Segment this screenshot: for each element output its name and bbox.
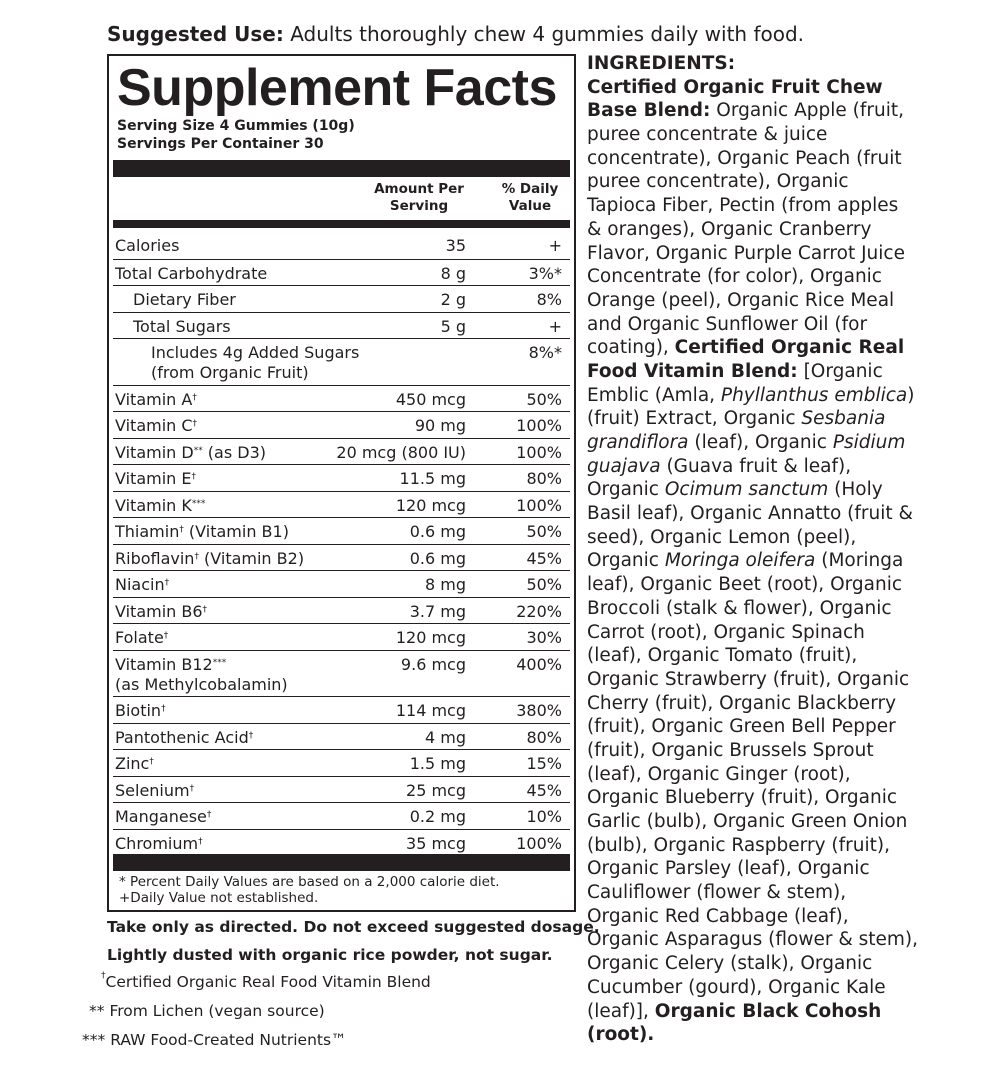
ingredients-line [587, 952, 967, 976]
ingredients-text: (leaf), Organic [688, 432, 833, 453]
ingredients-text: (leaf)], [587, 1000, 655, 1022]
nutrient-name-text: Calories [115, 236, 180, 255]
ingredients-text: Phyllanthus emblica [720, 384, 908, 406]
nutrient-amount: 4 mg [424, 728, 466, 747]
ingredients-text: Cucumber (gourd), Organic Kale [587, 976, 886, 998]
nutrient-name-text: Zinc [115, 754, 150, 773]
suggested-use-label: Suggested Use: [107, 22, 284, 46]
serving-size: Serving Size 4 Gummies (10g) [117, 118, 355, 134]
nutrient-footnote-mark: † [179, 525, 184, 535]
ingredients-line [587, 242, 967, 266]
nutrient-row [113, 491, 570, 518]
nutrient-name-suffix: (Vitamin B1) [183, 522, 289, 541]
amount-header [359, 181, 479, 215]
ingredients-heading-text: INGREDIENTS: [587, 53, 736, 74]
nutrient-row [113, 312, 570, 339]
nutrient-daily-value: 30% [526, 628, 562, 647]
ingredients-text: Organic Asparagus (flower & stem), [587, 929, 919, 951]
nutrient-amount: 114 mcg [395, 701, 466, 720]
daily-value-header-line1: % Daily [501, 181, 559, 197]
ingredients-text: Certified Organic Fruit Chew [587, 76, 883, 98]
thick-divider [113, 160, 570, 177]
nutrient-name [115, 575, 169, 595]
nutrient-footnote-mark: † [149, 757, 154, 767]
suggested-use [107, 22, 804, 46]
nutrient-row [113, 232, 570, 259]
nutrient-name [115, 754, 154, 774]
ingredients-line [587, 905, 967, 929]
nutrient-name-text: Thiamin [115, 522, 180, 541]
ingredients-line [587, 692, 967, 716]
ingredients-line [587, 786, 967, 810]
nutrient-name [115, 701, 166, 721]
ingredients-text: Organic Blueberry (fruit), Organic [587, 787, 898, 809]
ingredients-text: Organic [587, 550, 665, 572]
ingredients-text: and Organic Sunflower Oil (for [587, 313, 868, 335]
ingredients-text: ) [907, 384, 915, 406]
ingredients-line [587, 976, 967, 1000]
ingredients-text: [Organic [797, 360, 883, 382]
ingredients-line [587, 289, 967, 313]
dosage-warning: Take only as directed. Do not exceed suggested dosage. [107, 918, 600, 936]
ingredients-line [587, 170, 967, 194]
ingredients-text: Food Vitamin Blend: [587, 360, 798, 382]
ingredients-line [587, 834, 967, 858]
ingredients-line [587, 336, 967, 360]
footnote-mark: ** [89, 1002, 105, 1020]
ingredients-line [587, 644, 967, 668]
ingredients-line [587, 194, 967, 218]
nutrient-name-text: Selenium [115, 781, 190, 800]
nutrient-name-text: Pantothenic Acid [115, 728, 249, 747]
ingredients-text: Base Blend: [587, 100, 711, 122]
nutrient-amount: 1.5 mg [409, 754, 466, 773]
nutrient-footnote-mark: † [163, 631, 169, 641]
nutrient-row [113, 338, 570, 386]
facts-footnote-plus: +Daily Value not established. [119, 890, 319, 906]
nutrient-name-suffix: (as D3) [202, 443, 266, 462]
ingredients-text: Basil leaf), Organic Annatto (fruit & [587, 503, 913, 525]
nutrient-name-text: Vitamin D [115, 443, 194, 462]
ingredients-list [587, 52, 967, 1047]
nutrient-daily-value: 3%* [528, 264, 562, 283]
nutrient-footnote-mark: † [191, 472, 196, 482]
ingredients-text: Organic Celery (stalk), Organic [587, 953, 873, 975]
nutrient-name [133, 290, 236, 310]
ingredients-text: (leaf), Organic Ginger (root), [587, 763, 851, 785]
nutrient-name-text: Total Carbohydrate [115, 264, 268, 283]
ingredients-line [587, 763, 967, 787]
nutrient-name-text: Vitamin C [115, 416, 193, 435]
nutrient-row [113, 623, 570, 651]
ingredients-line [587, 928, 967, 952]
nutrient-daily-value: 80% [526, 728, 562, 747]
ingredients-text: (Holy [828, 479, 883, 501]
ingredients-text: (fruit) Extract, Organic [587, 408, 802, 430]
ingredients-line [587, 857, 967, 881]
nutrient-name [115, 807, 211, 827]
ingredients-text: Orange (peel), Organic Rice Meal [587, 289, 895, 311]
ingredients-text: Ocimum sanctum [664, 479, 829, 501]
nutrient-name [115, 236, 179, 256]
ingredients-text: (fruit), Organic Brussels Sprout [587, 739, 874, 761]
facts-footnote-dv: * Percent Daily Values are based on a 2,000 calorie diet. [119, 874, 500, 890]
nutrient-name [115, 522, 289, 542]
nutrient-row [113, 285, 570, 313]
ingredients-line [587, 881, 967, 905]
ingredients-text: seed), Organic Lemon (peel), [587, 526, 857, 548]
nutrient-name [115, 602, 207, 622]
nutrient-name-line2: (as Methylcobalamin) [115, 675, 288, 694]
ingredients-line [587, 384, 967, 408]
supplement-facts-panel [107, 54, 576, 912]
nutrient-footnote-mark: † [248, 731, 254, 741]
ingredients-text: Organic Strawberry (fruit), Organic [587, 668, 910, 690]
ingredients-text: Emblic (Amla, [587, 384, 721, 406]
ingredients-text: leaf), Organic Beet (root), Organic [587, 574, 903, 596]
nutrient-name [115, 390, 197, 410]
nutrient-name [115, 416, 197, 436]
ingredients-line [587, 810, 967, 834]
nutrient-name-text: Biotin [115, 701, 162, 720]
nutrient-row [113, 464, 570, 492]
nutrient-amount: 90 mg [414, 416, 466, 435]
nutrient-footnote-mark: † [164, 578, 170, 588]
nutrient-amount: 35 [445, 236, 466, 255]
nutrient-footnote-mark: † [192, 419, 198, 429]
nutrient-name [115, 469, 196, 489]
ingredients-text: concentrate), Organic Peach (fruit [587, 147, 902, 169]
nutrient-name [115, 549, 304, 569]
nutrient-name [115, 655, 288, 695]
nutrient-row [113, 411, 570, 439]
ingredients-line [587, 123, 967, 147]
nutrient-daily-value: + [548, 317, 562, 336]
nutrient-amount: 0.6 mg [409, 522, 466, 541]
nutrient-amount: 8 mg [424, 575, 466, 594]
medium-divider [113, 220, 570, 228]
nutrient-name [115, 781, 194, 801]
ingredients-text: Organic Red Cabbage (leaf), [587, 905, 849, 927]
ingredients-text: Moringa oleifera [664, 550, 816, 572]
ingredients-line [587, 431, 967, 455]
ingredients-text: Broccoli (stalk & flower), Organic [587, 597, 892, 619]
nutrient-amount: 120 mcg [395, 496, 466, 515]
nutrient-amount: 120 mcg [395, 628, 466, 647]
nutrient-daily-value: 50% [526, 390, 562, 409]
ingredients-text: guajava [587, 455, 661, 477]
nutrient-row [113, 259, 570, 286]
ingredients-line [587, 668, 967, 692]
nutrient-footnote-mark: *** [212, 658, 227, 668]
ingredients-text: Organic Parsley (leaf), Organic [587, 858, 870, 880]
nutrient-daily-value: 400% [516, 655, 562, 674]
nutrient-name-suffix: (Vitamin B2) [198, 549, 305, 568]
nutrient-row [113, 385, 570, 412]
nutrient-daily-value: 80% [526, 469, 562, 488]
nutrient-row [113, 776, 570, 803]
ingredients-text: Flavor, Organic Purple Carrot Juice [587, 242, 905, 264]
nutrient-amount: 20 mcg (800 IU) [336, 443, 466, 462]
nutrient-daily-value: 100% [516, 834, 562, 853]
ingredients-text: Psidium [832, 432, 906, 453]
nutrient-daily-value: 10% [526, 807, 562, 826]
nutrient-footnote-mark: † [206, 810, 212, 820]
nutrient-row [113, 802, 570, 830]
nutrient-name-text: Dietary Fiber [133, 290, 236, 309]
nutrient-daily-value: 100% [516, 443, 562, 462]
nutrient-amount: 9.6 mcg [400, 655, 466, 674]
ingredients-text: (Moringa [815, 550, 904, 572]
nutrient-amount: 3.7 mg [409, 602, 466, 621]
nutrient-name [115, 264, 267, 284]
ingredients-line [587, 455, 967, 479]
nutrient-row [113, 723, 570, 750]
nutrient-footnote-mark: ** [193, 446, 203, 456]
ingredients-line [587, 147, 967, 171]
ingredients-line [587, 597, 967, 621]
nutrient-daily-value: 45% [526, 549, 562, 568]
footnote-mark: † [101, 971, 106, 981]
rice-powder-note: Lightly dusted with organic rice powder, not sugar. [107, 946, 553, 964]
nutrient-daily-value: 45% [526, 781, 562, 800]
ingredients-text: coating), [587, 337, 675, 359]
nutrient-row [113, 829, 570, 855]
ingredients-line [587, 478, 967, 502]
ingredients-text: Garlic (bulb), Organic Green Onion [587, 811, 908, 832]
ingredients-line [587, 739, 967, 763]
ingredients-text: Concentrate (for color), Organic [587, 266, 882, 288]
nutrient-footnote-mark: † [198, 837, 203, 847]
nutrient-daily-value: 100% [516, 416, 562, 435]
nutrient-row [113, 749, 570, 777]
nutrient-amount: 0.2 mg [409, 807, 466, 826]
ingredients-line [587, 265, 967, 289]
ingredients-line [587, 715, 967, 739]
nutrient-daily-value: 8%* [528, 343, 562, 362]
nutrient-name [115, 443, 266, 463]
nutrient-name-line2: (from Organic Fruit) [151, 363, 309, 382]
nutrient-footnote-mark: † [194, 552, 199, 562]
nutrient-daily-value: 15% [526, 754, 562, 773]
nutrient-name-text: Includes 4g Added Sugars [151, 343, 360, 362]
nutrient-amount: 11.5 mg [399, 469, 466, 488]
ingredients-text: Organic Apple (fruit, [710, 100, 904, 122]
ingredients-line [587, 360, 967, 384]
footnote-mark: *** [82, 1031, 106, 1049]
daily-value-header [489, 181, 571, 215]
ingredients-text: puree concentrate & juice [587, 124, 828, 146]
nutrient-footnote-mark: † [161, 704, 166, 714]
nutrient-amount: 25 mcg [406, 781, 466, 800]
nutrient-row [113, 438, 570, 465]
nutrient-name-text: Vitamin K [115, 496, 192, 515]
bottom-thick-divider [113, 854, 570, 871]
ingredients-line [587, 313, 967, 337]
nutrient-name-text: Manganese [115, 807, 207, 826]
nutrient-row [113, 517, 570, 545]
footnote-lichen [89, 1002, 325, 1020]
ingredients-heading [587, 52, 967, 76]
nutrient-name-text: Vitamin B12 [115, 655, 213, 674]
ingredients-text: puree concentrate), Organic [587, 171, 849, 193]
ingredients-line [587, 76, 967, 100]
nutrient-daily-value: + [548, 236, 562, 255]
footnote-text: Certified Organic Real Food Vitamin Blend [105, 973, 431, 991]
ingredients-text: (root). [587, 1024, 655, 1046]
nutrient-daily-value: 380% [516, 701, 562, 720]
nutrient-name-text: Vitamin A [115, 390, 193, 409]
amount-header-line2: Serving [389, 198, 449, 214]
nutrient-row [113, 570, 570, 598]
nutrient-row [113, 696, 570, 724]
nutrient-name [151, 343, 359, 383]
amount-header-line1: Amount Per [374, 181, 464, 197]
nutrient-daily-value: 100% [516, 496, 562, 515]
nutrient-amount: 8 g [440, 264, 466, 283]
nutrient-name-text: Niacin [115, 575, 165, 594]
nutrient-name-text: Vitamin B6 [115, 602, 203, 621]
ingredients-text: Sesbania [801, 408, 886, 430]
nutrient-amount: 2 g [440, 290, 466, 309]
nutrient-name-text: Total Sugars [133, 317, 231, 336]
facts-title: Supplement Facts [117, 59, 557, 117]
nutrient-daily-value: 8% [536, 290, 562, 309]
footnote-raw [82, 1031, 347, 1049]
nutrient-daily-value: 220% [516, 602, 562, 621]
suggested-use-text: Adults thoroughly chew 4 gummies daily with food. [290, 22, 805, 46]
daily-value-header-line2: Value [508, 198, 552, 214]
nutrient-amount: 0.6 mg [409, 549, 466, 568]
ingredients-text: & oranges), Organic Cranberry [587, 218, 872, 240]
servings-per-container: Servings Per Container 30 [117, 136, 324, 152]
ingredients-text: (Guava fruit & leaf), [660, 455, 852, 477]
ingredients-line [587, 502, 967, 526]
nutrient-amount: 35 mcg [406, 834, 466, 853]
nutrient-name-text: Riboflavin [115, 549, 195, 568]
ingredients-line [587, 621, 967, 645]
ingredients-text: grandiflora [587, 432, 689, 453]
ingredients-line [587, 407, 967, 431]
footnote-vitamin-blend [101, 973, 431, 991]
ingredients-text: (fruit), Organic Green Bell Pepper [587, 716, 896, 738]
nutrient-name [133, 317, 231, 337]
ingredients-text: Organic [587, 479, 665, 501]
nutrient-row [113, 650, 570, 697]
ingredients-line [587, 1023, 967, 1047]
nutrient-name [115, 496, 205, 516]
ingredients-line [587, 218, 967, 242]
ingredients-text: Cherry (fruit), Organic Blackberry [587, 692, 897, 714]
nutrient-name-text: Folate [115, 628, 164, 647]
ingredients-line [587, 526, 967, 550]
nutrient-amount: 450 mcg [395, 390, 466, 409]
footnote-text: From Lichen (vegan source) [109, 1002, 325, 1020]
nutrient-amount: 5 g [440, 317, 466, 336]
ingredients-line [587, 99, 967, 123]
ingredients-text: Tapioca Fiber, Pectin (from apples [587, 195, 899, 217]
ingredients-text: Certified Organic Real [674, 337, 905, 359]
ingredients-text: Organic Black Cohosh [654, 1000, 882, 1022]
nutrient-name-text: Vitamin E [115, 469, 192, 488]
nutrient-name [115, 834, 203, 854]
ingredients-text: (bulb), Organic Raspberry (fruit), [587, 834, 890, 856]
nutrient-row [113, 597, 570, 624]
nutrient-name [115, 728, 253, 748]
nutrient-footnote-mark: † [202, 605, 208, 615]
nutrient-row [113, 544, 570, 571]
ingredients-text: Carrot (root), Organic Spinach [587, 621, 865, 643]
ingredients-line [587, 573, 967, 597]
nutrient-footnote-mark: *** [191, 499, 206, 509]
nutrient-daily-value: 50% [526, 575, 562, 594]
ingredients-line [587, 549, 967, 573]
nutrient-footnote-mark: † [189, 784, 195, 794]
nutrient-name-text: Chromium [115, 834, 199, 853]
nutrient-footnote-mark: † [192, 393, 197, 403]
nutrient-name [115, 628, 168, 648]
ingredients-line [587, 1000, 967, 1024]
ingredients-text: Cauliflower (flower & stem), [587, 882, 847, 904]
footnote-text: RAW Food-Created Nutrients™ [110, 1031, 347, 1049]
nutrient-daily-value: 50% [526, 522, 562, 541]
ingredients-text: (leaf), Organic Tomato (fruit), [587, 645, 858, 667]
